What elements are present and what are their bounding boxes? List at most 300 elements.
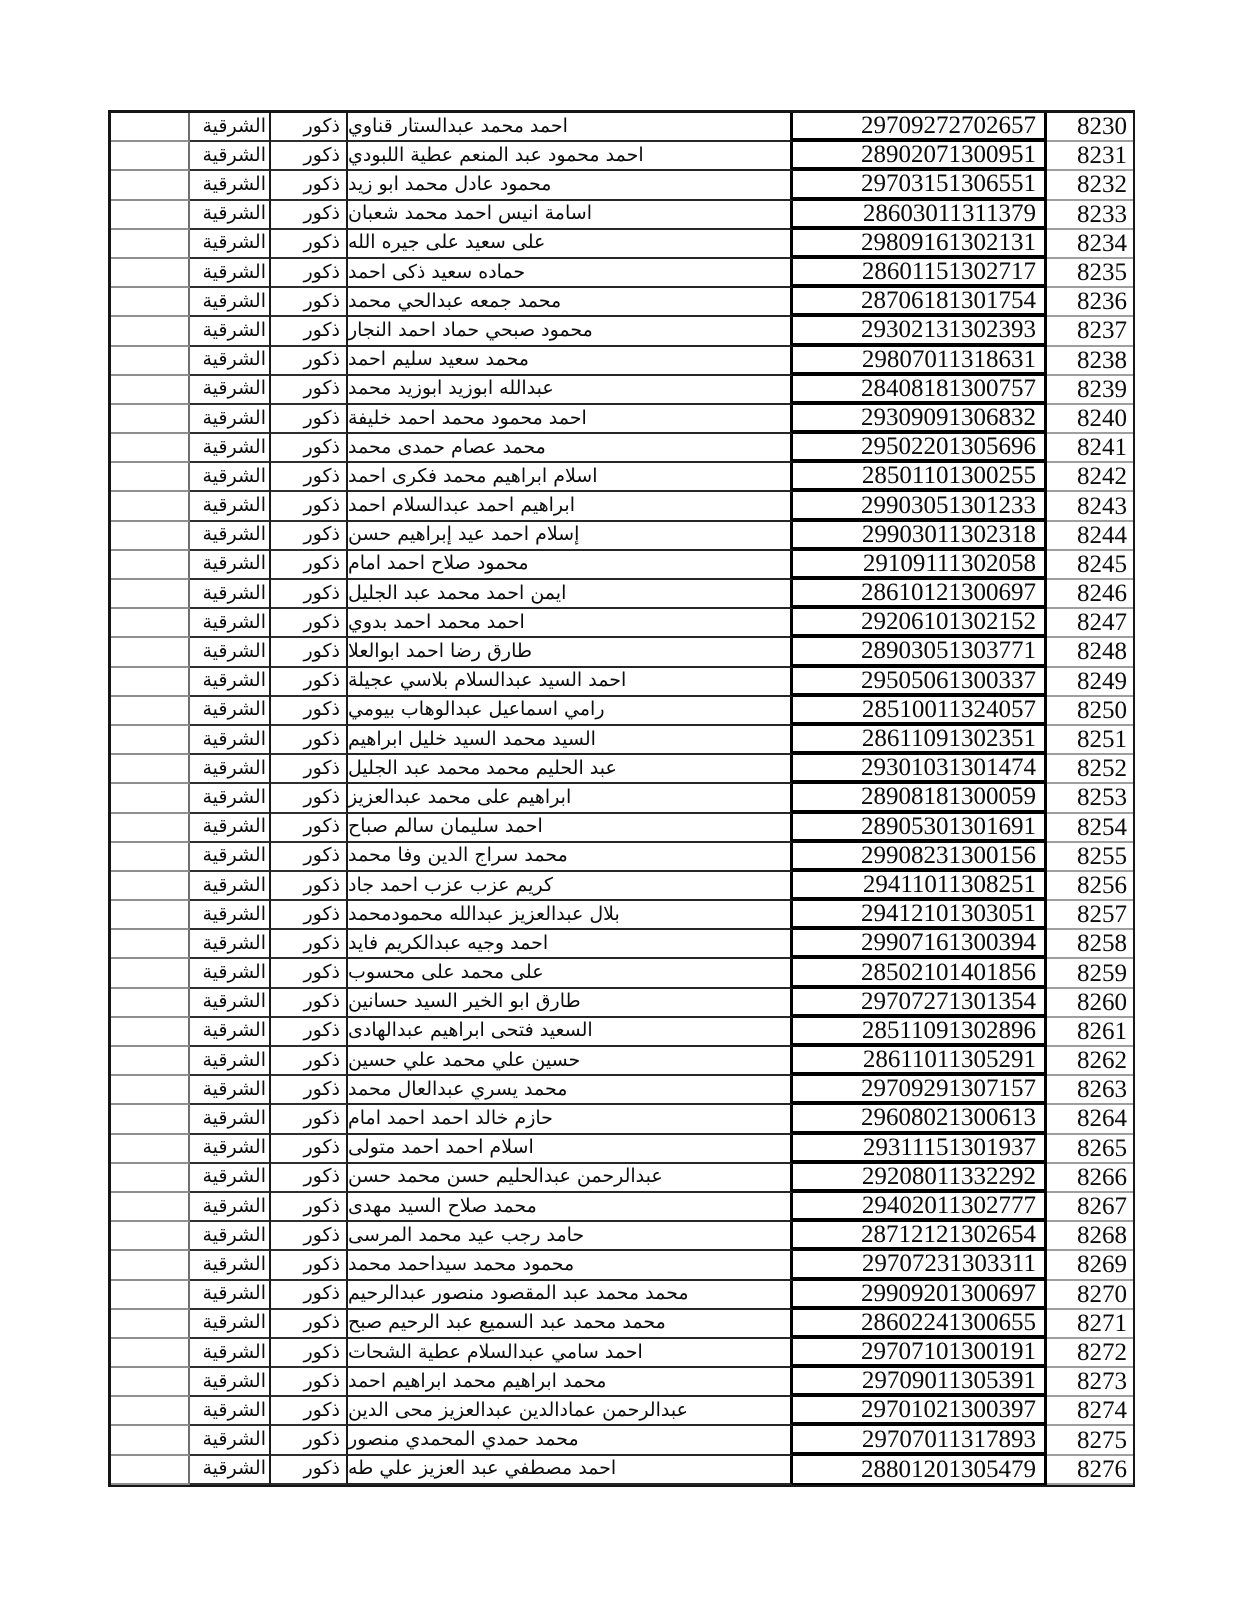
- gender-cell: ذكور: [271, 347, 348, 376]
- table-row: [111, 259, 1133, 288]
- gender-cell: ذكور: [271, 1456, 348, 1485]
- governorate-cell: الشرقية: [190, 492, 271, 521]
- empty-cell: [111, 609, 190, 638]
- serial-cell: 8260: [1047, 989, 1133, 1018]
- gender-cell: ذكور: [271, 376, 348, 405]
- serial-cell: 8262: [1047, 1047, 1133, 1076]
- name-cell: احمد محمود عبد المنعم عطية اللبودي: [348, 142, 793, 171]
- empty-cell: [111, 522, 190, 551]
- table-row: [111, 755, 1133, 784]
- name-cell: محمود عادل محمد ابو زيد: [348, 171, 793, 200]
- empty-cell: [111, 901, 190, 930]
- national-id-cell: 29709272702657: [793, 113, 1047, 142]
- national-id-cell: 28603011311379: [793, 201, 1047, 230]
- gender-cell: ذكور: [271, 1368, 348, 1397]
- name-cell: حامد رجب عيد محمد المرسى: [348, 1222, 793, 1251]
- national-id-cell: 29707101300191: [793, 1339, 1047, 1368]
- table-row: [111, 697, 1133, 726]
- national-id-cell: 28601151302717: [793, 259, 1047, 288]
- empty-cell: [111, 726, 190, 755]
- serial-cell: 8265: [1047, 1135, 1133, 1164]
- governorate-cell: الشرقية: [190, 551, 271, 580]
- gender-cell: ذكور: [271, 201, 348, 230]
- gender-cell: ذكور: [271, 872, 348, 901]
- empty-cell: [111, 930, 190, 959]
- governorate-cell: الشرقية: [190, 376, 271, 405]
- governorate-cell: الشرقية: [190, 697, 271, 726]
- name-cell: احمد محمود محمد احمد خليفة: [348, 405, 793, 434]
- governorate-cell: الشرقية: [190, 1368, 271, 1397]
- empty-cell: [111, 1456, 190, 1485]
- governorate-cell: الشرقية: [190, 1426, 271, 1455]
- governorate-cell: الشرقية: [190, 814, 271, 843]
- national-id-cell: 28712121302654: [793, 1222, 1047, 1251]
- national-id-cell: 28903051303771: [793, 638, 1047, 667]
- empty-cell: [111, 1047, 190, 1076]
- serial-cell: 8241: [1047, 434, 1133, 463]
- gender-cell: ذكور: [271, 551, 348, 580]
- serial-cell: 8273: [1047, 1368, 1133, 1397]
- name-cell: عبدالرحمن عمادالدين عبدالعزيز محى الدين: [348, 1397, 793, 1426]
- governorate-cell: الشرقية: [190, 347, 271, 376]
- serial-cell: 8244: [1047, 522, 1133, 551]
- empty-cell: [111, 171, 190, 200]
- serial-cell: 8263: [1047, 1076, 1133, 1105]
- national-id-cell: 28801201305479: [793, 1456, 1047, 1485]
- table-row: [111, 1047, 1133, 1076]
- table-row: [111, 171, 1133, 200]
- governorate-cell: الشرقية: [190, 843, 271, 872]
- empty-cell: [111, 1193, 190, 1222]
- table-row: [111, 609, 1133, 638]
- gender-cell: ذكور: [271, 843, 348, 872]
- name-cell: على سعيد على جيره الله: [348, 230, 793, 259]
- serial-cell: 8236: [1047, 288, 1133, 317]
- governorate-cell: الشرقية: [190, 113, 271, 142]
- national-id-cell: 29208011332292: [793, 1164, 1047, 1193]
- national-id-cell: 29709291307157: [793, 1076, 1047, 1105]
- serial-cell: 8242: [1047, 463, 1133, 492]
- table-row: [111, 230, 1133, 259]
- serial-cell: 8264: [1047, 1105, 1133, 1134]
- gender-cell: ذكور: [271, 1310, 348, 1339]
- gender-cell: ذكور: [271, 726, 348, 755]
- empty-cell: [111, 551, 190, 580]
- name-cell: احمد السيد عبدالسلام بلاسي عجيلة: [348, 668, 793, 697]
- empty-cell: [111, 201, 190, 230]
- table-row: [111, 113, 1133, 142]
- governorate-cell: الشرقية: [190, 1018, 271, 1047]
- national-id-cell: 29903011302318: [793, 522, 1047, 551]
- gender-cell: ذكور: [271, 814, 348, 843]
- national-id-cell: 29809161302131: [793, 230, 1047, 259]
- empty-cell: [111, 1164, 190, 1193]
- name-cell: محمد يسري عبدالعال محمد: [348, 1076, 793, 1105]
- empty-cell: [111, 989, 190, 1018]
- empty-cell: [111, 1281, 190, 1310]
- serial-cell: 8259: [1047, 959, 1133, 988]
- name-cell: احمد مصطفي عبد العزيز علي طه: [348, 1456, 793, 1485]
- name-cell: اسامة انيس احمد محمد شعبان: [348, 201, 793, 230]
- gender-cell: ذكور: [271, 259, 348, 288]
- serial-cell: 8255: [1047, 843, 1133, 872]
- national-id-cell: 28510011324057: [793, 697, 1047, 726]
- name-cell: احمد سليمان سالم صباح: [348, 814, 793, 843]
- gender-cell: ذكور: [271, 1076, 348, 1105]
- table-row: [111, 1251, 1133, 1280]
- gender-cell: ذكور: [271, 697, 348, 726]
- name-cell: عبدالله ابوزيد ابوزيد محمد: [348, 376, 793, 405]
- serial-cell: 8269: [1047, 1251, 1133, 1280]
- empty-cell: [111, 463, 190, 492]
- governorate-cell: الشرقية: [190, 1105, 271, 1134]
- national-id-cell: 29807011318631: [793, 347, 1047, 376]
- table-row: [111, 1164, 1133, 1193]
- name-cell: محمود صبحي حماد احمد النجار: [348, 317, 793, 346]
- national-id-cell: 29412101303051: [793, 901, 1047, 930]
- table-row: [111, 843, 1133, 872]
- gender-cell: ذكور: [271, 930, 348, 959]
- name-cell: محمد ابراهيم محمد ابراهيم احمد: [348, 1368, 793, 1397]
- gender-cell: ذكور: [271, 668, 348, 697]
- name-cell: محمد صلاح السيد مهدى: [348, 1193, 793, 1222]
- name-cell: ابراهيم على محمد عبدالعزيز: [348, 784, 793, 813]
- national-id-cell: 28511091302896: [793, 1018, 1047, 1047]
- gender-cell: ذكور: [271, 1222, 348, 1251]
- name-cell: حسين علي محمد علي حسين: [348, 1047, 793, 1076]
- gender-cell: ذكور: [271, 142, 348, 171]
- gender-cell: ذكور: [271, 1047, 348, 1076]
- empty-cell: [111, 872, 190, 901]
- name-cell: حماده سعيد ذكى احمد: [348, 259, 793, 288]
- gender-cell: ذكور: [271, 1135, 348, 1164]
- empty-cell: [111, 1105, 190, 1134]
- name-cell: اسلام احمد احمد متولى: [348, 1135, 793, 1164]
- name-cell: محمود محمد سيداحمد محمد: [348, 1251, 793, 1280]
- table-row: [111, 551, 1133, 580]
- serial-cell: 8250: [1047, 697, 1133, 726]
- national-id-cell: 29707231303311: [793, 1251, 1047, 1280]
- empty-cell: [111, 1135, 190, 1164]
- gender-cell: ذكور: [271, 317, 348, 346]
- table-row: [111, 1076, 1133, 1105]
- serial-cell: 8232: [1047, 171, 1133, 200]
- national-id-cell: 28902071300951: [793, 142, 1047, 171]
- empty-cell: [111, 347, 190, 376]
- gender-cell: ذكور: [271, 638, 348, 667]
- serial-cell: 8270: [1047, 1281, 1133, 1310]
- national-id-cell: 29411011308251: [793, 872, 1047, 901]
- serial-cell: 8247: [1047, 609, 1133, 638]
- name-cell: محمد محمد عبد السميع عبد الرحيم صبح: [348, 1310, 793, 1339]
- serial-cell: 8237: [1047, 317, 1133, 346]
- gender-cell: ذكور: [271, 755, 348, 784]
- empty-cell: [111, 755, 190, 784]
- name-cell: إسلام احمد عيد إبراهيم حسن: [348, 522, 793, 551]
- empty-cell: [111, 1018, 190, 1047]
- gender-cell: ذكور: [271, 959, 348, 988]
- name-cell: كريم عزب عزب احمد جاد: [348, 872, 793, 901]
- serial-cell: 8254: [1047, 814, 1133, 843]
- table-row: [111, 726, 1133, 755]
- empty-cell: [111, 288, 190, 317]
- empty-cell: [111, 1310, 190, 1339]
- governorate-cell: الشرقية: [190, 171, 271, 200]
- governorate-cell: الشرقية: [190, 288, 271, 317]
- national-id-cell: 29701021300397: [793, 1397, 1047, 1426]
- serial-cell: 8248: [1047, 638, 1133, 667]
- national-id-cell: 29402011302777: [793, 1193, 1047, 1222]
- governorate-cell: الشرقية: [190, 1310, 271, 1339]
- governorate-cell: الشرقية: [190, 434, 271, 463]
- serial-cell: 8234: [1047, 230, 1133, 259]
- empty-cell: [111, 492, 190, 521]
- name-cell: احمد محمد عبدالستار قناوي: [348, 113, 793, 142]
- empty-cell: [111, 434, 190, 463]
- empty-cell: [111, 113, 190, 142]
- empty-cell: [111, 580, 190, 609]
- name-cell: محمد محمد عبد المقصود منصور عبدالرحيم: [348, 1281, 793, 1310]
- empty-cell: [111, 1251, 190, 1280]
- table-row: [111, 317, 1133, 346]
- national-id-cell: 29909201300697: [793, 1281, 1047, 1310]
- name-cell: طارق رضا احمد ابوالعلا: [348, 638, 793, 667]
- gender-cell: ذكور: [271, 609, 348, 638]
- national-id-cell: 28408181300757: [793, 376, 1047, 405]
- national-id-cell: 29709011305391: [793, 1368, 1047, 1397]
- serial-cell: 8268: [1047, 1222, 1133, 1251]
- table-row: [111, 1456, 1133, 1485]
- table-row: [111, 1193, 1133, 1222]
- empty-cell: [111, 1368, 190, 1397]
- governorate-cell: الشرقية: [190, 755, 271, 784]
- table-row: [111, 1105, 1133, 1134]
- table-row: [111, 872, 1133, 901]
- name-cell: عبدالرحمن عبدالحليم حسن محمد حسن: [348, 1164, 793, 1193]
- governorate-cell: الشرقية: [190, 1251, 271, 1280]
- national-id-cell: 29505061300337: [793, 668, 1047, 697]
- name-cell: ابراهيم احمد عبدالسلام احمد: [348, 492, 793, 521]
- serial-cell: 8252: [1047, 755, 1133, 784]
- governorate-cell: الشرقية: [190, 989, 271, 1018]
- national-id-cell: 29109111302058: [793, 551, 1047, 580]
- gender-cell: ذكور: [271, 463, 348, 492]
- serial-cell: 8276: [1047, 1456, 1133, 1485]
- gender-cell: ذكور: [271, 1193, 348, 1222]
- table-row: [111, 989, 1133, 1018]
- governorate-cell: الشرقية: [190, 259, 271, 288]
- table-row: [111, 522, 1133, 551]
- empty-cell: [111, 843, 190, 872]
- table-row: [111, 434, 1133, 463]
- table-row: [111, 1135, 1133, 1164]
- table-row: [111, 463, 1133, 492]
- governorate-cell: الشرقية: [190, 1397, 271, 1426]
- table-row: [111, 1397, 1133, 1426]
- national-id-cell: 28610121300697: [793, 580, 1047, 609]
- serial-cell: 8253: [1047, 784, 1133, 813]
- governorate-cell: الشرقية: [190, 1135, 271, 1164]
- empty-cell: [111, 668, 190, 697]
- governorate-cell: الشرقية: [190, 230, 271, 259]
- table-row: [111, 668, 1133, 697]
- national-id-cell: 28611011305291: [793, 1047, 1047, 1076]
- national-id-cell: 29608021300613: [793, 1105, 1047, 1134]
- gender-cell: ذكور: [271, 1426, 348, 1455]
- governorate-cell: الشرقية: [190, 405, 271, 434]
- name-cell: احمد محمد احمد بدوي: [348, 609, 793, 638]
- serial-cell: 8275: [1047, 1426, 1133, 1455]
- empty-cell: [111, 638, 190, 667]
- gender-cell: ذكور: [271, 113, 348, 142]
- gender-cell: ذكور: [271, 230, 348, 259]
- governorate-cell: الشرقية: [190, 1222, 271, 1251]
- gender-cell: ذكور: [271, 492, 348, 521]
- table-row: [111, 959, 1133, 988]
- name-cell: محمد سعيد سليم احمد: [348, 347, 793, 376]
- governorate-cell: الشرقية: [190, 959, 271, 988]
- serial-cell: 8243: [1047, 492, 1133, 521]
- national-id-cell: 29703151306551: [793, 171, 1047, 200]
- serial-cell: 8235: [1047, 259, 1133, 288]
- governorate-cell: الشرقية: [190, 463, 271, 492]
- serial-cell: 8238: [1047, 347, 1133, 376]
- gender-cell: ذكور: [271, 1018, 348, 1047]
- gender-cell: ذكور: [271, 1281, 348, 1310]
- name-cell: حازم خالد احمد احمد امام: [348, 1105, 793, 1134]
- name-cell: السيد محمد السيد خليل ابراهيم: [348, 726, 793, 755]
- name-cell: اسلام ابراهيم محمد فكرى احمد: [348, 463, 793, 492]
- national-id-cell: 29707011317893: [793, 1426, 1047, 1455]
- table-row: [111, 1222, 1133, 1251]
- name-cell: محمد سراج الدين وفا محمد: [348, 843, 793, 872]
- national-id-cell: 29301031301474: [793, 755, 1047, 784]
- gender-cell: ذكور: [271, 522, 348, 551]
- table-row: [111, 1426, 1133, 1455]
- table-row: [111, 638, 1133, 667]
- empty-cell: [111, 697, 190, 726]
- gender-cell: ذكور: [271, 405, 348, 434]
- serial-cell: 8245: [1047, 551, 1133, 580]
- national-id-cell: 29907161300394: [793, 930, 1047, 959]
- empty-cell: [111, 405, 190, 434]
- gender-cell: ذكور: [271, 288, 348, 317]
- governorate-cell: الشرقية: [190, 142, 271, 171]
- table-row: [111, 930, 1133, 959]
- governorate-cell: الشرقية: [190, 638, 271, 667]
- name-cell: محمود صلاح احمد امام: [348, 551, 793, 580]
- table-row: [111, 1281, 1133, 1310]
- gender-cell: ذكور: [271, 1105, 348, 1134]
- gender-cell: ذكور: [271, 580, 348, 609]
- governorate-cell: الشرقية: [190, 1339, 271, 1368]
- governorate-cell: الشرقية: [190, 522, 271, 551]
- name-cell: بلال عبدالعزيز عبدالله محمودمحمد: [348, 901, 793, 930]
- serial-cell: 8267: [1047, 1193, 1133, 1222]
- serial-cell: 8272: [1047, 1339, 1133, 1368]
- governorate-cell: الشرقية: [190, 930, 271, 959]
- table-row: [111, 288, 1133, 317]
- records-table: [108, 110, 1135, 1487]
- table-row: [111, 1310, 1133, 1339]
- empty-cell: [111, 317, 190, 346]
- gender-cell: ذكور: [271, 1251, 348, 1280]
- governorate-cell: الشرقية: [190, 580, 271, 609]
- serial-cell: 8256: [1047, 872, 1133, 901]
- empty-cell: [111, 376, 190, 405]
- governorate-cell: الشرقية: [190, 1193, 271, 1222]
- governorate-cell: الشرقية: [190, 668, 271, 697]
- national-id-cell: 29206101302152: [793, 609, 1047, 638]
- table-row: [111, 901, 1133, 930]
- empty-cell: [111, 1222, 190, 1251]
- governorate-cell: الشرقية: [190, 609, 271, 638]
- table-row: [111, 347, 1133, 376]
- table-row: [111, 814, 1133, 843]
- governorate-cell: الشرقية: [190, 1076, 271, 1105]
- governorate-cell: الشرقية: [190, 1164, 271, 1193]
- empty-cell: [111, 142, 190, 171]
- empty-cell: [111, 259, 190, 288]
- serial-cell: 8249: [1047, 668, 1133, 697]
- gender-cell: ذكور: [271, 434, 348, 463]
- serial-cell: 8274: [1047, 1397, 1133, 1426]
- national-id-cell: 28905301301691: [793, 814, 1047, 843]
- table-row: [111, 376, 1133, 405]
- name-cell: محمد عصام حمدى محمد: [348, 434, 793, 463]
- table-row: [111, 1339, 1133, 1368]
- governorate-cell: الشرقية: [190, 1047, 271, 1076]
- national-id-cell: 29502201305696: [793, 434, 1047, 463]
- name-cell: احمد سامي عبدالسلام عطية الشحات: [348, 1339, 793, 1368]
- name-cell: السعيد فتحى ابراهيم عبدالهادى: [348, 1018, 793, 1047]
- empty-cell: [111, 1426, 190, 1455]
- national-id-cell: 29309091306832: [793, 405, 1047, 434]
- serial-cell: 8239: [1047, 376, 1133, 405]
- name-cell: رامي اسماعيل عبدالوهاب بيومي: [348, 697, 793, 726]
- empty-cell: [111, 784, 190, 813]
- serial-cell: 8233: [1047, 201, 1133, 230]
- national-id-cell: 29311151301937: [793, 1135, 1047, 1164]
- empty-cell: [111, 814, 190, 843]
- gender-cell: ذكور: [271, 1164, 348, 1193]
- gender-cell: ذكور: [271, 171, 348, 200]
- name-cell: محمد جمعه عبدالحي محمد: [348, 288, 793, 317]
- national-id-cell: 28502101401856: [793, 959, 1047, 988]
- empty-cell: [111, 1397, 190, 1426]
- empty-cell: [111, 1076, 190, 1105]
- governorate-cell: الشرقية: [190, 201, 271, 230]
- table-row: [111, 784, 1133, 813]
- name-cell: محمد حمدي المحمدي منصور: [348, 1426, 793, 1455]
- national-id-cell: 29302131302393: [793, 317, 1047, 346]
- gender-cell: ذكور: [271, 989, 348, 1018]
- table-row: [111, 405, 1133, 434]
- name-cell: على محمد على محسوب: [348, 959, 793, 988]
- governorate-cell: الشرقية: [190, 1281, 271, 1310]
- serial-cell: 8261: [1047, 1018, 1133, 1047]
- national-id-cell: 28908181300059: [793, 784, 1047, 813]
- serial-cell: 8231: [1047, 142, 1133, 171]
- name-cell: احمد وجيه عبدالكريم فايد: [348, 930, 793, 959]
- table-row: [111, 580, 1133, 609]
- serial-cell: 8251: [1047, 726, 1133, 755]
- governorate-cell: الشرقية: [190, 317, 271, 346]
- empty-cell: [111, 1339, 190, 1368]
- serial-cell: 8257: [1047, 901, 1133, 930]
- governorate-cell: الشرقية: [190, 872, 271, 901]
- serial-cell: 8266: [1047, 1164, 1133, 1193]
